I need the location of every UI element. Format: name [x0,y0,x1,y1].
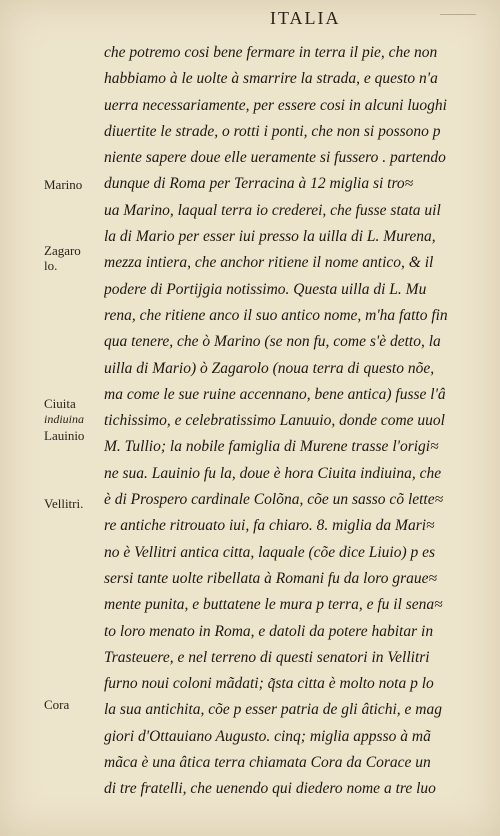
text-line: no è Vellitri antica citta, laquale (cõe dice Liuio) p es [104,543,436,561]
text-line: qua tenere, che ò Marino (se non fu, come s'è detto, la [104,333,441,351]
text-line: Trasteuere, e nel terreno di questi senatori in Vellitri [104,648,430,666]
text-line: furno noui coloni mãdati; q̃sta citta è molto nota p lo [104,675,434,693]
text-line: ma come le sue ruine accennano, bene antica) fusse l'â [104,385,446,403]
text-line: dunque di Roma per Terracina à 12 miglia si tro≈ [104,175,414,193]
body-text [104,40,488,803]
text-line: mente punita, e buttatene le mura p terra, e fu il sena≈ [104,596,443,614]
text-line: niente sapere doue elle ueramente si fussero . partendo [104,149,446,167]
text-line: è di Prospero cardinale Colõna, cõe un sasso cõ lette≈ [104,491,444,509]
text-line: sersi tante uolte ribellata à Romani fu da loro graue≈ [104,569,437,587]
text-line: tichissimo, e celebratissimo Lanuuio, donde come uuol [104,412,445,430]
text-line: to loro menato in Roma, e datoli da potere habitar in [104,622,434,640]
text-line: rena, che ritiene anco il suo antico nome, m'ha fatto fin [104,306,448,324]
text-line: giori d'Ottauiano Augusto. cinq; miglia appsso à mã [104,727,431,745]
text-line: mãca è una âtica terra chiamata Cora da Corace un [104,754,431,772]
text-line: re antiche ritrouato iui, fa chiaro. 8. miglia da Mari≈ [104,517,435,535]
text-line: mezza intiera, che anchor ritiene il nome antico, & il [104,254,434,272]
margin-note-cora: Cora [44,697,70,712]
margin-note-lauinio: Lauinio [44,428,85,443]
text-line: habbiamo à le uolte à smarrire la strada, e questo n'a [104,70,438,88]
running-header: ITALIA [270,8,341,28]
margin-note-ciuita-2: indiuina [44,412,85,426]
text-line: che potremo cosi bene fermare in terra il pie, che non [104,44,438,61]
text-line: podere di Portijgia notissimo. Questa uilla di L. Mu [104,280,427,298]
margin-note-zagarolo-1: Zagaro [44,243,81,258]
margin-note-vellitri: Vellitri. [44,496,84,511]
header-rule [440,14,476,25]
text-line: la di Mario per esser iui presso la uilla di L. Murena, [104,228,436,246]
text-line: ua Marino, laqual terra io crederei, che fusse stata uil [104,201,441,219]
text-line: la sua antichita, cõe p esser patria de gli âtichi, e mag [104,701,442,719]
text-line: M. Tullio; la nobile famiglia di Murene trasse l'origi≈ [104,438,439,456]
text-line: uerra necessariamente, per essere cosi in alcuni luoghi [104,96,447,114]
text-line: diuertite le strade, o rotti i ponti, che non si possono p [104,122,441,140]
text-line: ne sua. Lauinio fu la, doue è hora Ciuita indiuina, che [104,464,442,482]
margin-note-zagarolo-2: lo. [44,258,58,273]
margin-note-marino: Marino [44,177,83,192]
text-line: uilla di Mario) ò Zagarolo (noua terra di questo nõe, [104,359,435,377]
text-line: di tre fratelli, che uenendo qui diedero nome a tre luo [104,780,436,798]
margin-note-ciuita-1: Ciuita [44,396,76,411]
